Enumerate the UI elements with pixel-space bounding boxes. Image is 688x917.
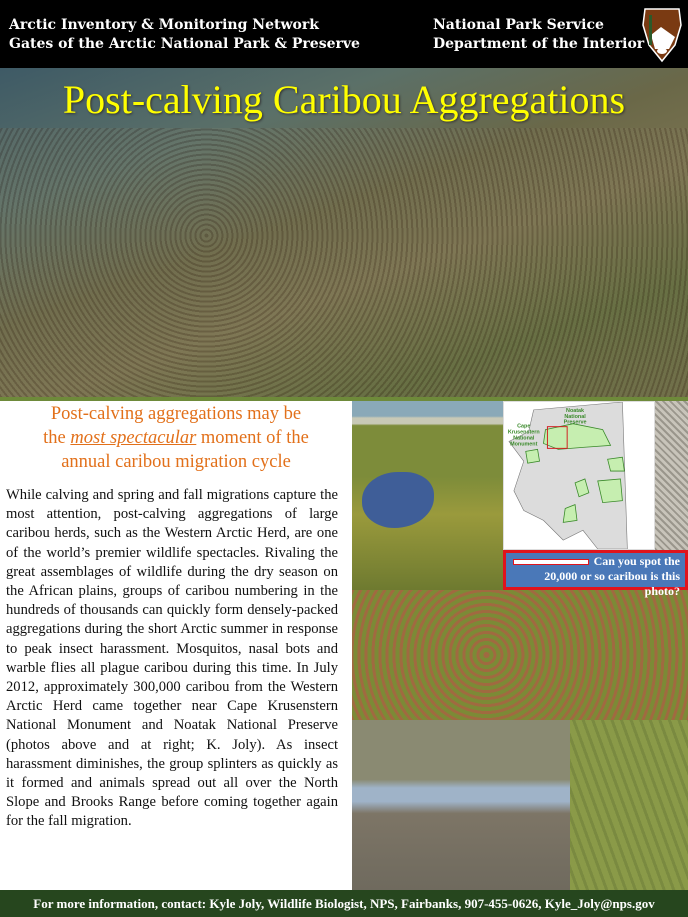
footer-contact: For more information, contact: Kyle Joly, Wildlife Biologist, NPS, Fairbanks, 907-455-0626, Kyle_Joly@nps.gov (0, 890, 688, 917)
nps-arrowhead-logo (641, 5, 683, 63)
cape-krusenstern-label: Cape Krusenstern National Monument (507, 423, 540, 448)
subhead-text: moment of the (196, 428, 309, 448)
dense-caribou-photo-strip (655, 401, 688, 550)
header (0, 0, 688, 68)
network-line: Arctic Inventory & Monitoring Network (9, 17, 319, 33)
alaska-map (503, 401, 655, 550)
caribou-trails-photo (570, 720, 688, 890)
department-line: Department of the Interior (433, 36, 645, 52)
caribou-herd-photo (352, 590, 688, 720)
noatak-label: Noatak National Preserve (563, 407, 587, 426)
network-name (9, 16, 360, 54)
agency-line: National Park Service (433, 17, 604, 33)
caribou-shoreline-photo (352, 720, 570, 890)
subhead-line (6, 426, 346, 450)
left-arrow-icon (513, 559, 589, 565)
page-title: Post-calving Caribou Aggregations (62, 77, 626, 122)
subhead-emphasis: most spectacular (70, 428, 197, 448)
subhead-text: the (43, 428, 71, 448)
subhead-line: Post-calving aggregations may be (50, 404, 302, 424)
callout-line: 20,000 or so caribou is this photo? (544, 569, 680, 598)
callout-banner (503, 550, 688, 598)
subhead-line: annual caribou migration cycle (61, 452, 291, 472)
callout-line: Can you spot the (593, 554, 680, 568)
subheading (6, 402, 346, 474)
park-line: Gates of the Arctic National Park & Preserve (9, 36, 360, 52)
body-text: While calving and spring and fall migrations capture the most attention, post-calving aggregations of large caribou herds, such as the Western Arctic Herd, are one of the world’s premier wildlife spectacles. Rivaling the great assemblages of wildlife during the dry season on the African plains, groups of caribou numbering in the hundreds of thousands can quickly form densely-packed aggregations during the short Arctic summer in response to peak insect harassment. Mosquitos, nasal bots and warble flies all plague caribou during this time. In July 2012, approximately 300,000 caribou from the Western Arctic Herd came together near Cape Krusenstern National Monument and Noatak National Preserve (photos above and at right; K. Joly). As insect harassment diminishes, the group splinters as quickly as it formed and animals spread out all over the North Slope and Brooks Range before coming together again for the fall migration. (6, 487, 338, 830)
agency-name (433, 16, 644, 54)
